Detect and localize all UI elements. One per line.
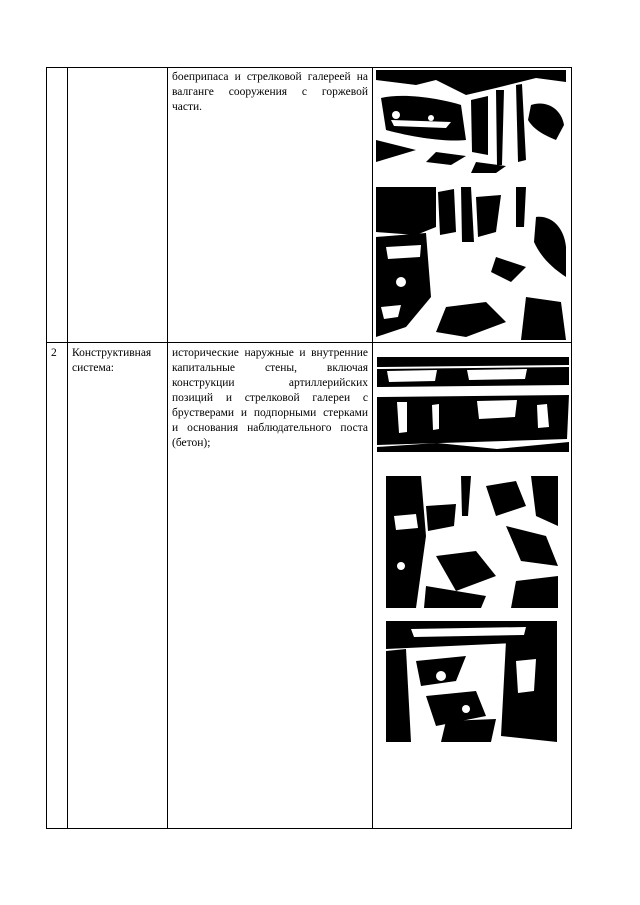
- table-border-right: [571, 67, 572, 829]
- photo-embrasure-snow: [386, 476, 558, 608]
- row1-description: [172, 70, 368, 115]
- row1-desc-line: боеприпаса и стрелковой галереей на: [172, 71, 368, 83]
- row2-number: 2: [51, 347, 57, 359]
- table-border-bottom: [46, 828, 572, 829]
- row2-description: [172, 346, 368, 451]
- table-border-left: [46, 67, 47, 829]
- row2-desc-line: конструкции артиллерийских: [172, 377, 368, 389]
- row2-desc-line: и основания наблюдательного поста: [172, 422, 368, 434]
- row2-label: [72, 346, 166, 376]
- row2-desc-line: брустверами и подпорными стерками: [172, 407, 368, 419]
- table-row-divider: [46, 342, 572, 343]
- row2-desc-line: (бетон);: [172, 437, 211, 449]
- row2-desc-line: исторические наружные и внутренние: [172, 347, 368, 359]
- photo-concrete-passage: [386, 621, 557, 742]
- table-col-line-3: [372, 67, 373, 829]
- photo-gallery-wall: [377, 357, 569, 452]
- photo-wall-snow: [376, 187, 566, 340]
- photo-dugout-entrance: [376, 70, 566, 173]
- row2-label-line: Конструктивная: [72, 347, 152, 359]
- row1-desc-line: части.: [172, 101, 203, 113]
- row2-desc-line: позиций и стрелковой галереи с: [172, 392, 368, 404]
- row2-label-line: система:: [72, 362, 114, 374]
- row1-desc-line: валганге сооружения с горжевой: [172, 86, 368, 98]
- table-border-top: [46, 67, 572, 68]
- row2-desc-line: капитальные стены, включая: [172, 362, 368, 374]
- table-col-line-2: [167, 67, 168, 829]
- table-col-line-1: [67, 67, 68, 829]
